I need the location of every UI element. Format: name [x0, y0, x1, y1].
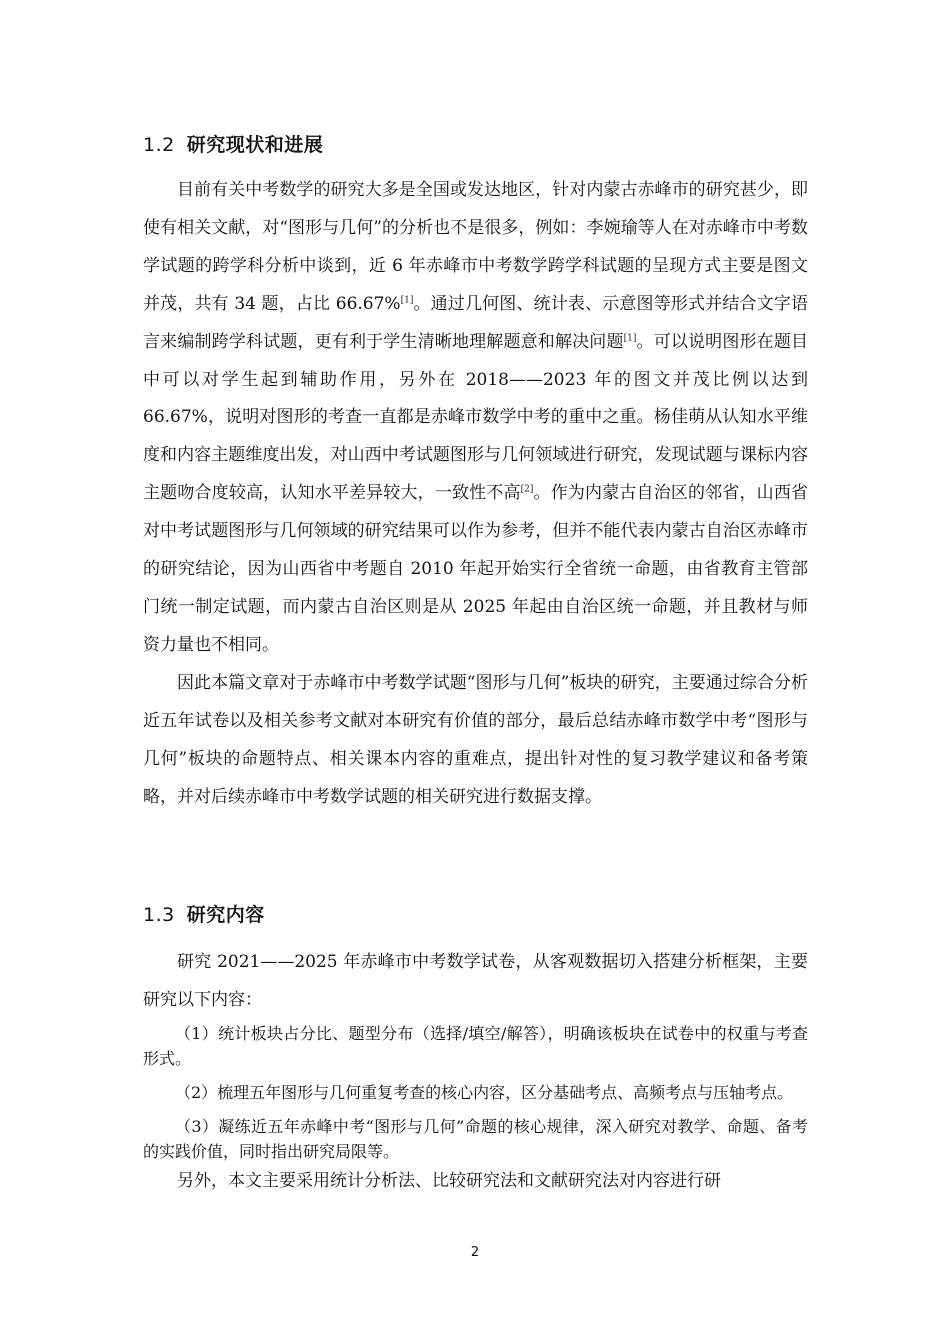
text-run: 。通过几何图、统计表、示意图等形式并结合文字语言来编制跨学科试题，更有利于学生清晰地理解题意和解决问题 [143, 293, 808, 352]
citation[interactable]: [1] [623, 332, 637, 343]
research-content-list [143, 1021, 808, 1173]
list-item: （2）梳理五年图形与几何重复考查的核心内容，区分基础考点、高频考点与压轴考点。 [175, 1083, 794, 1102]
section-heading-1-2 [143, 130, 323, 157]
text-run: 。可以说明图形在题目中可以对学生起到辅助作用，另外在 2018——2023 年的图文并茂比例以达到 66.67%，说明对图形的考查一直都是赤峰市数学中考的重中之重。杨佳萌从认知水平维度和内容主题维度出发，对山西中考试题图形与几何领域进行研究，发现试题与课标内容主题吻合度较高，认知水平差异较大，一致性不高 [143, 331, 809, 504]
text-run: 目前有关中考数学的研究大多是全国或发达地区，针对内蒙古赤峰市的研究甚少，即使有相关文献，对“图形与几何”的分析也不是很多，例如：李婉瑜等人在对赤峰市中考数学试题的跨学科分析中谈到，近 6 年赤峰市中考数学跨学科试题的呈现方式主要是图文并茂，共有 34 题，占比 66.67% [143, 180, 808, 314]
list-item: （3）凝练近五年赤峰中考“图形与几何”命题的核心规律，深入研究对教学、命题、备考的实践价值，同时指出研究局限等。 [143, 1117, 808, 1161]
paragraph: 研究 2021——2025 年赤峰市中考数学试卷，从客观数据切入搭建分析框架，主要研究以下内容： [143, 952, 808, 1010]
section-1-2-body [143, 172, 808, 816]
citation[interactable]: [2] [520, 484, 534, 495]
paragraph: 因此本篇文章对于赤峰市中考数学试题“图形与几何”板块的研究，主要通过综合分析近五年试卷以及相关参考文献对本研究有价值的部分，最后总结赤峰市数学中考“图形与几何”板块的命题特点、相关课本内容的重难点，提出针对性的复习教学建议和备考策略，并对后续赤峰市中考数学试题的相关研究进行数据支撑。 [143, 672, 808, 807]
text-run: 。作为内蒙古自治区的邻省，山西省对中考试题图形与几何领域的研究结果可以作为参考，但并不能代表内蒙古自治区赤峰市的研究结论，因为山西省中考题自 2010 年起开始实行全省统一命题，由省教育主管部门统一制定试题，而内蒙古自治区则是从 2025 年起由自治区统一命题，并且教材与师资力量也不相同。 [143, 483, 809, 655]
page-number: 2 [470, 1245, 480, 1260]
section-title: 研究现状和进展 [186, 134, 324, 156]
section-1-3-intro [143, 944, 808, 1020]
section-title: 研究内容 [186, 904, 265, 926]
section-heading-1-3 [143, 900, 265, 927]
section-number: 1.3 [143, 904, 175, 926]
paragraph [143, 172, 808, 665]
paragraph: 另外，本文主要采用统计分析法、比较研究法和文献研究法对内容进行研 [177, 1171, 721, 1191]
list-item: （1）统计板块占分比、题型分布（选择/填空/解答），明确该板块在试卷中的权重与考查形式。 [143, 1024, 808, 1068]
section-number: 1.2 [143, 134, 175, 156]
citation[interactable]: [1] [400, 295, 414, 306]
